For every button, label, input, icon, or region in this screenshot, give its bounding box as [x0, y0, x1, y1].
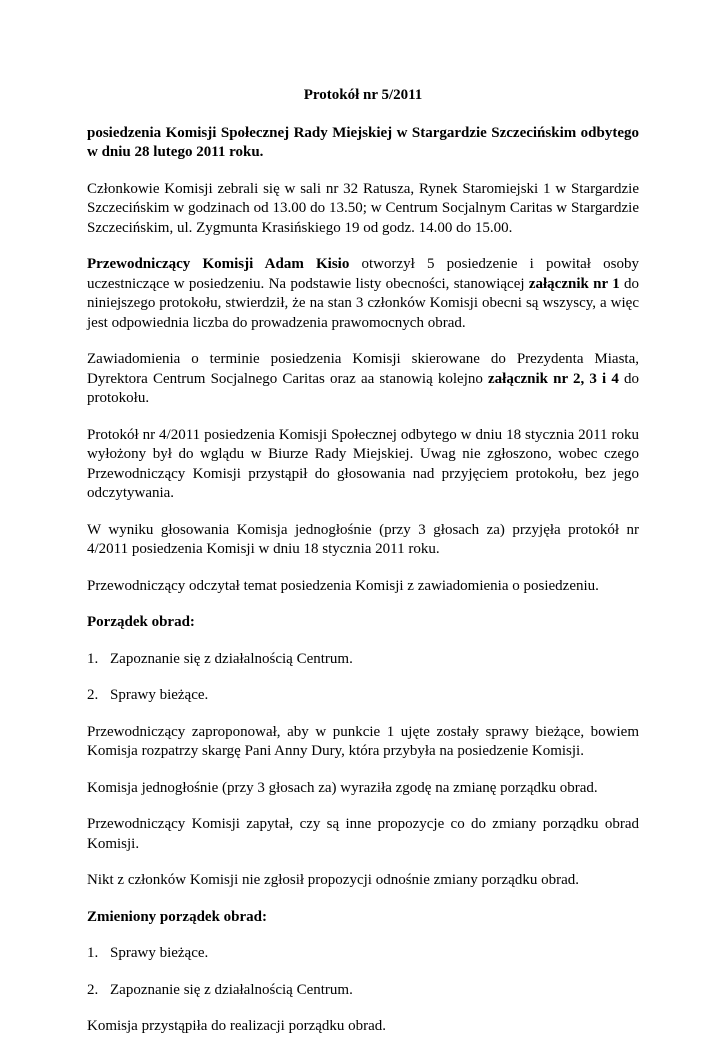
agenda-item	[87, 686, 639, 706]
subtitle-text: posiedzenia Komisji Społecznej Rady Miejskiej w Stargardzie Szczecińskim odbytego w dniu 28 lutego 2011 roku.	[87, 124, 639, 160]
attachment-1-ref: załącznik nr 1	[528, 275, 620, 292]
changed-agenda-item	[87, 944, 639, 964]
paragraph-meeting-location: Członkowie Komisji zebrali się w sali nr 32 Ratusza, Rynek Staromiejski 1 w Stargardzie Szczecińskim w godzinach od 13.00 do 13.50; w Centrum Socjalnym Caritas w Stargardzie Szczecińskim, ul. Zygmunta Krasińskiego 19 od godz. 14.00 do 15.00.	[87, 180, 639, 236]
notices-text-a: Zawiadomienia o terminie posiedzenia Komisji skierowane do Prezydenta Miasta, Dyrektora Centrum Socjalnego Caritas oraz aa stanowią kolejno	[87, 351, 639, 387]
changed-agenda-item	[87, 981, 639, 1001]
agenda-item	[87, 650, 639, 670]
changed-agenda-item-number: 2.	[87, 981, 99, 998]
paragraph-proposal: Przewodniczący zaproponował, aby w punkcie 1 ujęte zostały sprawy bieżące, bowiem Komisja rozpatrzy skargę Pani Anny Dury, która przybyła na posiedzenie Komisji.	[87, 723, 639, 759]
document-title: Protokół nr 5/2011	[303, 87, 423, 103]
notices-text-b: do protokołu.	[87, 370, 639, 406]
paragraph-vote-result: W wyniku głosowania Komisja jednogłośnie (przy 3 głosach za) przyjęła protokół nr 4/2011 posiedzenia Komisji w dniu 18 stycznia 2011 roku.	[87, 521, 639, 557]
paragraph-agenda-change-vote: Komisja jednogłośnie (przy 3 głosach za) wyraziła zgodę na zmianę porządku obrad.	[87, 779, 598, 796]
changed-agenda-item-number: 1.	[87, 945, 99, 961]
paragraph-topic-read: Przewodniczący odczytał temat posiedzenia Komisji z zawiadomienia o posiedzeniu.	[87, 577, 599, 594]
agenda-item-text: Zapoznanie się z działalnością Centrum.	[110, 650, 353, 667]
paragraph-no-proposals: Nikt z członków Komisji nie zgłosił propozycji odnośnie zmiany porządku obrad.	[87, 872, 579, 888]
attachment-2-4-ref: załącznik nr 2, 3 i 4	[488, 370, 619, 387]
paragraph-other-proposals: Przewodniczący Komisji zapytał, czy są inne propozycje co do zmiany porządku obrad Komisji.	[87, 816, 639, 852]
paragraph-notices	[87, 350, 639, 409]
agenda-heading: Porządek obrad:	[87, 614, 195, 630]
paragraph-agenda-start: Komisja przystąpiła do realizacji porządku obrad.	[87, 1018, 387, 1034]
changed-agenda-item-text: Sprawy bieżące.	[110, 945, 209, 961]
agenda-item-number: 2.	[87, 687, 99, 703]
changed-agenda-heading: Zmieniony porządek obrad:	[87, 908, 268, 925]
paragraph-opening	[87, 255, 639, 333]
agenda-item-text: Sprawy bieżące.	[110, 687, 209, 703]
document-subtitle	[87, 124, 639, 163]
opening-text-a: otworzył 5 posiedzenie i powitał osoby uczestniczące w posiedzeniu. Na podstawie listy obecności, stanowiącej	[87, 256, 639, 292]
document-body	[87, 86, 639, 1054]
chairman-name: Przewodniczący Komisji Adam Kisio	[87, 256, 350, 272]
changed-agenda-item-text: Zapoznanie się z działalnością Centrum.	[110, 981, 353, 998]
opening-text-b: do niniejszego protokołu, stwierdził, że na stan 3 członków Komisji obecni są wszyscy, a więc jest odpowiednia liczba do prowadzenia prawomocnych obrad.	[87, 275, 640, 331]
agenda-item-number: 1.	[87, 650, 99, 667]
paragraph-previous-protocol: Protokół nr 4/2011 posiedzenia Komisji Społecznej odbytego w dniu 18 stycznia 2011 roku wyłożony był do wglądu w Biurze Rady Miejskiej. Uwag nie zgłoszono, wobec czego Przewodniczący Komisji przystąpił do głosowania nad przyjęciem protokołu, bez jego odczytywania.	[87, 426, 639, 501]
